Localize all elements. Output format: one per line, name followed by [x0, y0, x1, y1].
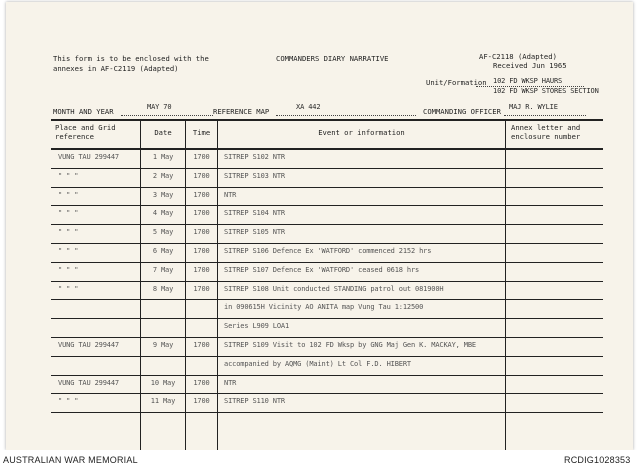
row-date: 11 May: [150, 397, 176, 406]
row-rule: [51, 168, 603, 169]
row-event: SITREP S102 NTR: [224, 153, 285, 161]
month-year-label: MONTH AND YEAR: [53, 107, 114, 116]
footer-credit: AUSTRALIAN WAR MEMORIAL: [3, 455, 138, 465]
row-event: SITREP S103 NTR: [224, 171, 285, 180]
row-time: 1700: [193, 341, 210, 349]
col-header-annex-2: enclosure number: [511, 132, 581, 141]
row-rule: [51, 393, 603, 394]
row-date: 3 May: [152, 190, 174, 199]
row-date: 2 May: [152, 171, 174, 180]
row-date: 1 May: [152, 153, 174, 161]
unit-label: Unit/Formation: [426, 78, 487, 87]
unit-value-1: 102 FD WKSP HAURS: [493, 77, 563, 85]
col-header-event: Event or information: [318, 128, 405, 137]
row-place: VUNG TAU 299447: [58, 341, 119, 349]
row-event: NTR: [224, 378, 237, 387]
row-event: SITREP S106 Defence Ex 'WATFORD' commenced 2152 hrs: [224, 247, 432, 255]
row-event: SITREP S105 NTR: [224, 228, 285, 237]
row-place: " " ": [58, 228, 79, 237]
map-dotted-line: [276, 115, 416, 116]
row-rule: [51, 375, 603, 376]
form-title: COMMANDERS DIARY NARRATIVE: [276, 54, 389, 63]
row-date: 9 May: [152, 341, 174, 349]
row-event: SITREP S108 Unit conducted STANDING patrol out 081900H: [224, 284, 444, 293]
row-time: 1700: [193, 284, 210, 293]
table-header-rule: [51, 148, 603, 150]
col-header-annex-1: Annex letter and: [511, 123, 581, 132]
enclosure-note-line-2: annexes in AF-C2119 (Adapted): [53, 64, 179, 73]
row-rule: [51, 224, 603, 225]
row-date: 7 May: [152, 265, 174, 274]
month-year-value: MAY 70: [147, 103, 172, 111]
row-time: 1700: [193, 247, 210, 255]
row-event: in 090615H Vicinity AO ANITA map Vung Tau 1:12500: [224, 303, 424, 312]
row-rule: [51, 299, 603, 300]
row-event: SITREP S109 Visit to 102 FD Wksp by GNG Maj Gen K. MACKAY, MBE: [224, 341, 476, 349]
col-divider-annex: [505, 120, 506, 450]
reference-map-value: XA 442: [296, 103, 321, 111]
row-place: " " ": [58, 190, 79, 199]
table-top-rule: [51, 119, 603, 121]
row-time: 1700: [193, 153, 210, 161]
row-place: " " ": [58, 265, 79, 274]
row-date: 6 May: [152, 247, 174, 255]
month-dotted-line: [121, 115, 213, 116]
row-event: NTR: [224, 190, 237, 199]
row-time: 1700: [193, 265, 210, 274]
row-place: VUNG TAU 299447: [58, 153, 119, 161]
row-place: " " ": [58, 284, 79, 293]
row-date: 5 May: [152, 228, 174, 237]
row-time: 1700: [193, 397, 210, 406]
commanding-officer-label: COMMANDING OFFICER: [423, 107, 501, 116]
row-time: 1700: [193, 228, 210, 237]
row-date: 10 May: [150, 378, 176, 387]
row-rule: [51, 281, 603, 282]
row-time: 1700: [193, 209, 210, 218]
form-code: AF-C2118 (Adapted): [479, 52, 557, 61]
col-divider-event: [217, 120, 218, 450]
row-event: accompanied by AQMG (Maint) Lt Col F.D. HIBERT: [224, 359, 411, 368]
row-rule: [51, 318, 603, 319]
reference-map-label: REFERENCE MAP: [213, 107, 270, 116]
row-place: VUNG TAU 299447: [58, 378, 119, 387]
row-event: Series L909 LOA1: [224, 322, 290, 331]
row-time: 1700: [193, 171, 210, 180]
row-place: " " ": [58, 171, 79, 180]
row-place: " " ": [58, 209, 79, 218]
row-rule: [51, 412, 603, 413]
row-rule: [51, 337, 603, 338]
row-date: 8 May: [152, 284, 174, 293]
footer-id: RCDIG1028353: [564, 455, 631, 465]
row-rule: [51, 243, 603, 244]
unit-value-2: 102 FD WKSP STORES SECTION: [493, 87, 599, 95]
row-place: " " ": [58, 397, 79, 406]
col-header-place-1: Place and Grid: [55, 123, 116, 132]
col-header-place-2: reference: [55, 132, 94, 141]
row-place: " " ": [58, 247, 79, 255]
row-time: 1700: [193, 190, 210, 199]
row-event: SITREP S110 NTR: [224, 397, 285, 406]
row-rule: [51, 205, 603, 206]
commanding-officer-value: MAJ R. WYLIE: [509, 103, 558, 111]
row-time: 1700: [193, 378, 210, 387]
row-date: 4 May: [152, 209, 174, 218]
document-sheet: [6, 2, 633, 450]
received-date: Received Jun 1965: [493, 61, 567, 70]
row-rule: [51, 262, 603, 263]
row-rule: [51, 356, 603, 357]
col-header-time: Time: [192, 128, 211, 137]
co-dotted-line: [504, 115, 586, 116]
enclosure-note-line-1: This form is to be enclosed with the: [53, 54, 209, 63]
row-event: SITREP S104 NTR: [224, 209, 285, 218]
row-event: SITREP S107 Defence Ex 'WATFORD' ceased 0618 hrs: [224, 265, 420, 274]
row-rule: [51, 187, 603, 188]
col-header-date: Date: [154, 128, 172, 137]
